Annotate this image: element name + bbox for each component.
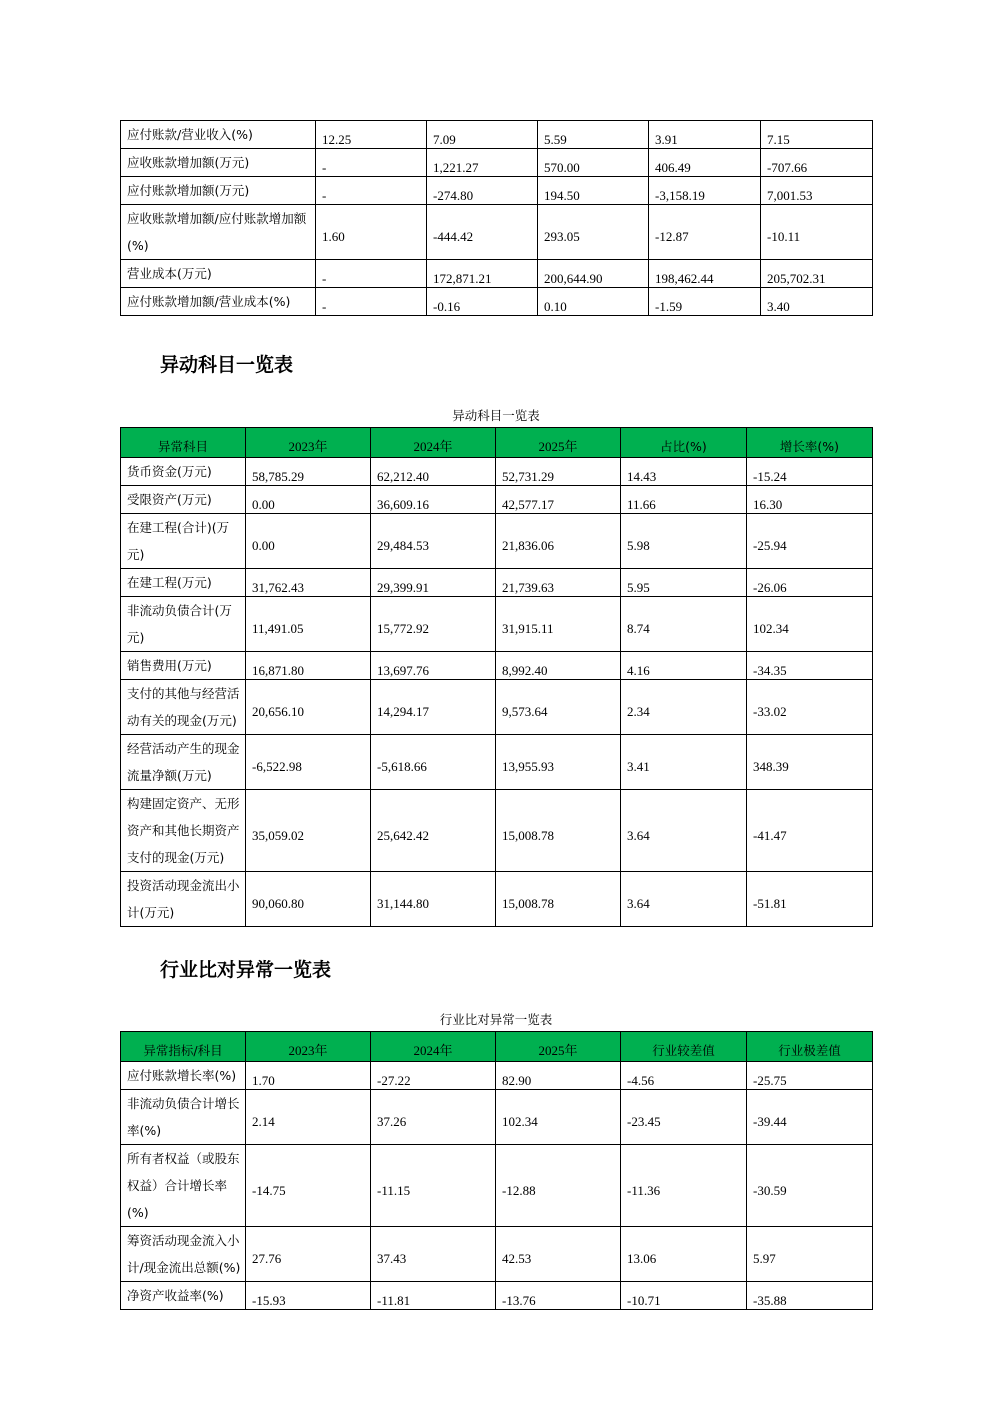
table-cell bbox=[621, 514, 747, 569]
table-cell bbox=[246, 514, 371, 569]
cell-value: -11.81 bbox=[377, 1292, 411, 1308]
table-row bbox=[121, 597, 873, 652]
row-label: 投资活动现金流出小计(万元) bbox=[121, 872, 246, 927]
table-cell bbox=[427, 205, 538, 260]
table-cell bbox=[496, 597, 621, 652]
col-header: 异常指标/科目 bbox=[121, 1032, 246, 1062]
cell-value: 16.30 bbox=[753, 496, 783, 512]
cell-value: -4.56 bbox=[627, 1072, 655, 1088]
cell-value: 200,644.90 bbox=[544, 270, 603, 286]
table-cell bbox=[427, 149, 538, 177]
table-cell bbox=[649, 149, 761, 177]
cell-value: 3.64 bbox=[627, 896, 650, 911]
cell-value: 4.16 bbox=[627, 662, 650, 678]
cell-value: 14,294.17 bbox=[377, 704, 429, 719]
cell-value: 1,221.27 bbox=[433, 159, 479, 175]
table-cell bbox=[371, 1090, 496, 1145]
table-cell bbox=[371, 735, 496, 790]
table-cell bbox=[538, 260, 649, 288]
cell-value: 13,697.76 bbox=[377, 662, 429, 678]
table-cell bbox=[371, 652, 496, 680]
cell-value: 15,772.92 bbox=[377, 621, 429, 636]
cell-value: -10.11 bbox=[767, 229, 801, 244]
cell-value: 5.59 bbox=[544, 131, 567, 147]
cell-value: 31,144.80 bbox=[377, 896, 429, 911]
table-row bbox=[121, 514, 873, 569]
table-cell bbox=[621, 735, 747, 790]
cell-value: 205,702.31 bbox=[767, 270, 826, 286]
col-header: 异常科目 bbox=[121, 428, 246, 458]
cell-value: -13.76 bbox=[502, 1292, 536, 1308]
col-header: 2024年 bbox=[371, 1032, 496, 1062]
cell-value: 194.50 bbox=[544, 187, 580, 203]
table-row bbox=[121, 205, 873, 260]
cell-value: - bbox=[322, 270, 327, 286]
table-cell bbox=[371, 1145, 496, 1227]
cell-value: 13,955.93 bbox=[502, 759, 554, 774]
col-header: 2025年 bbox=[496, 1032, 621, 1062]
ratio-table bbox=[120, 120, 873, 316]
cell-value: 37.43 bbox=[377, 1251, 407, 1266]
cell-value: 90,060.80 bbox=[252, 896, 304, 911]
table-cell bbox=[747, 514, 873, 569]
table-cell bbox=[371, 680, 496, 735]
table-cell bbox=[747, 1062, 873, 1090]
cell-value: 0.00 bbox=[252, 496, 275, 512]
cell-value: 8,992.40 bbox=[502, 662, 548, 678]
cell-value: -27.22 bbox=[377, 1072, 411, 1088]
table-row bbox=[121, 260, 873, 288]
table-cell bbox=[649, 205, 761, 260]
cell-value: 36,609.16 bbox=[377, 496, 429, 512]
table-cell bbox=[621, 458, 747, 486]
ratio-table-body bbox=[121, 121, 873, 316]
section-title-abnormal-items: 异动科目一览表 bbox=[160, 354, 294, 376]
table-cell bbox=[371, 569, 496, 597]
cell-value: 27.76 bbox=[252, 1251, 282, 1266]
row-label: 非流动负债合计增长率(%) bbox=[121, 1090, 246, 1145]
cell-value: 198,462.44 bbox=[655, 270, 714, 286]
table-row bbox=[121, 1145, 873, 1227]
table-cell bbox=[621, 680, 747, 735]
industry-comparison-table-body bbox=[121, 1062, 873, 1310]
table-row bbox=[121, 790, 873, 872]
table-cell bbox=[621, 652, 747, 680]
table-row bbox=[121, 1227, 873, 1282]
table-row bbox=[121, 680, 873, 735]
table-cell bbox=[621, 872, 747, 927]
cell-value: 16,871.80 bbox=[252, 662, 304, 678]
row-label: 应付账款/营业收入(%) bbox=[121, 121, 316, 149]
table-cell bbox=[246, 1282, 371, 1310]
industry-comparison-table bbox=[120, 1031, 873, 1310]
cell-value: -6,522.98 bbox=[252, 759, 302, 774]
row-label: 所有者权益（或股东权益）合计增长率(%) bbox=[121, 1145, 246, 1227]
table-caption-industry-comparison: 行业比对异常一览表 bbox=[439, 1012, 553, 1027]
table-cell bbox=[538, 205, 649, 260]
table-cell bbox=[747, 1090, 873, 1145]
table-cell bbox=[371, 1282, 496, 1310]
table-cell bbox=[621, 790, 747, 872]
table-row bbox=[121, 652, 873, 680]
table-row bbox=[121, 735, 873, 790]
table-cell bbox=[316, 177, 427, 205]
cell-value: 406.49 bbox=[655, 159, 691, 175]
table-cell bbox=[761, 205, 873, 260]
table-cell bbox=[496, 514, 621, 569]
table-cell bbox=[246, 680, 371, 735]
cell-value: 52,731.29 bbox=[502, 468, 554, 484]
table-cell bbox=[246, 790, 371, 872]
cell-value: 25,642.42 bbox=[377, 827, 429, 843]
table-cell bbox=[496, 569, 621, 597]
cell-value: -14.75 bbox=[252, 1182, 286, 1198]
table-cell bbox=[496, 735, 621, 790]
table-cell bbox=[621, 486, 747, 514]
table-cell bbox=[316, 205, 427, 260]
table-cell bbox=[246, 1090, 371, 1145]
table-cell bbox=[496, 458, 621, 486]
cell-value: 7.15 bbox=[767, 131, 790, 147]
cell-value: -3,158.19 bbox=[655, 187, 705, 203]
cell-value: 102.34 bbox=[753, 621, 789, 636]
cell-value: -12.87 bbox=[655, 229, 689, 244]
table-row bbox=[121, 1090, 873, 1145]
cell-value: 29,399.91 bbox=[377, 579, 429, 595]
table-cell bbox=[761, 288, 873, 316]
cell-value: -10.71 bbox=[627, 1292, 661, 1308]
cell-value: 11.66 bbox=[627, 496, 656, 512]
table-cell bbox=[649, 260, 761, 288]
cell-value: 62,212.40 bbox=[377, 468, 429, 484]
table-cell bbox=[747, 1227, 873, 1282]
table-cell bbox=[246, 597, 371, 652]
col-header: 行业较差值 bbox=[621, 1032, 747, 1062]
row-label: 应付账款增长率(%) bbox=[121, 1062, 246, 1090]
table-cell bbox=[496, 486, 621, 514]
table-cell bbox=[246, 735, 371, 790]
table-cell bbox=[246, 652, 371, 680]
cell-value: 2.34 bbox=[627, 704, 650, 719]
table-cell bbox=[496, 1227, 621, 1282]
table-row bbox=[121, 149, 873, 177]
table-row bbox=[121, 288, 873, 316]
cell-value: 172,871.21 bbox=[433, 270, 492, 286]
row-label: 净资产收益率(%) bbox=[121, 1282, 246, 1310]
cell-value: 21,836.06 bbox=[502, 538, 554, 553]
col-header: 增长率(%) bbox=[747, 428, 873, 458]
col-header: 2024年 bbox=[371, 428, 496, 458]
row-label: 构建固定资产、无形资产和其他长期资产支付的现金(万元) bbox=[121, 790, 246, 872]
cell-value: 20,656.10 bbox=[252, 704, 304, 719]
cell-value: 82.90 bbox=[502, 1072, 532, 1088]
abnormal-items-table-header bbox=[121, 428, 873, 458]
table-cell bbox=[747, 1145, 873, 1227]
row-label: 在建工程(合计)(万元) bbox=[121, 514, 246, 569]
table-cell bbox=[649, 121, 761, 149]
cell-value: -11.15 bbox=[377, 1182, 411, 1198]
table-cell bbox=[316, 288, 427, 316]
table-cell bbox=[649, 288, 761, 316]
cell-value: 2.14 bbox=[252, 1114, 275, 1129]
col-header: 2025年 bbox=[496, 428, 621, 458]
cell-value: -26.06 bbox=[753, 579, 787, 595]
cell-value: -274.80 bbox=[433, 187, 474, 203]
cell-value: 5.97 bbox=[753, 1251, 776, 1266]
table-cell bbox=[747, 652, 873, 680]
table-row bbox=[121, 569, 873, 597]
cell-value: 42.53 bbox=[502, 1251, 532, 1266]
cell-value: 0.00 bbox=[252, 538, 275, 553]
cell-value: 3.64 bbox=[627, 827, 650, 843]
cell-value: 21,739.63 bbox=[502, 579, 554, 595]
abnormal-items-table-body bbox=[121, 458, 873, 927]
cell-value: 0.10 bbox=[544, 298, 567, 314]
cell-value: 15,008.78 bbox=[502, 896, 554, 911]
cell-value: 570.00 bbox=[544, 159, 580, 175]
row-label: 营业成本(万元) bbox=[121, 260, 316, 288]
cell-value: 1.70 bbox=[252, 1072, 275, 1088]
table-cell bbox=[747, 735, 873, 790]
table-row bbox=[121, 177, 873, 205]
cell-value: 12.25 bbox=[322, 131, 352, 147]
cell-value: -1.59 bbox=[655, 298, 683, 314]
table-cell bbox=[761, 177, 873, 205]
cell-value: 5.98 bbox=[627, 538, 650, 553]
row-label: 在建工程(万元) bbox=[121, 569, 246, 597]
table-cell bbox=[649, 177, 761, 205]
cell-value: -51.81 bbox=[753, 896, 787, 911]
table-cell bbox=[246, 1062, 371, 1090]
cell-value: -23.45 bbox=[627, 1114, 661, 1129]
table-cell bbox=[371, 514, 496, 569]
table-row bbox=[121, 872, 873, 927]
table-cell bbox=[316, 260, 427, 288]
cell-value: 13.06 bbox=[627, 1251, 657, 1266]
row-label: 经营活动产生的现金流量净额(万元) bbox=[121, 735, 246, 790]
table-cell bbox=[496, 1090, 621, 1145]
table-cell bbox=[747, 486, 873, 514]
table-cell bbox=[371, 597, 496, 652]
cell-value: -25.75 bbox=[753, 1072, 787, 1088]
cell-value: - bbox=[322, 159, 327, 175]
table-cell bbox=[371, 1227, 496, 1282]
cell-value: - bbox=[322, 187, 327, 203]
row-label: 非流动负债合计(万元) bbox=[121, 597, 246, 652]
abnormal-items-table bbox=[120, 427, 873, 927]
table-cell bbox=[621, 597, 747, 652]
table-cell bbox=[371, 486, 496, 514]
table-cell bbox=[427, 121, 538, 149]
cell-value: -34.35 bbox=[753, 662, 787, 678]
cell-value: 14.43 bbox=[627, 468, 657, 484]
table-cell bbox=[496, 1062, 621, 1090]
table-cell bbox=[538, 288, 649, 316]
table-cell bbox=[246, 1227, 371, 1282]
cell-value: 3.41 bbox=[627, 759, 650, 774]
table-cell bbox=[371, 790, 496, 872]
table-row bbox=[121, 458, 873, 486]
cell-value: - bbox=[322, 298, 327, 314]
table-cell bbox=[761, 121, 873, 149]
table-cell bbox=[538, 177, 649, 205]
table-cell bbox=[747, 458, 873, 486]
table-cell bbox=[427, 288, 538, 316]
cell-value: 37.26 bbox=[377, 1114, 407, 1129]
table-cell bbox=[496, 1282, 621, 1310]
col-header: 占比(%) bbox=[621, 428, 747, 458]
col-header: 2023年 bbox=[246, 428, 371, 458]
table-cell bbox=[496, 872, 621, 927]
cell-value: -707.66 bbox=[767, 159, 808, 175]
cell-value: 29,484.53 bbox=[377, 538, 429, 553]
cell-value: -33.02 bbox=[753, 704, 787, 719]
table-cell bbox=[621, 569, 747, 597]
table-cell bbox=[496, 652, 621, 680]
table-cell bbox=[761, 260, 873, 288]
section-title-industry-comparison: 行业比对异常一览表 bbox=[160, 959, 332, 981]
cell-value: 3.40 bbox=[767, 298, 790, 314]
table-cell bbox=[371, 872, 496, 927]
cell-value: 5.95 bbox=[627, 579, 650, 595]
col-header: 行业极差值 bbox=[747, 1032, 873, 1062]
table-cell bbox=[747, 1282, 873, 1310]
table-cell bbox=[747, 680, 873, 735]
cell-value: 3.91 bbox=[655, 131, 678, 147]
cell-value: 11,491.05 bbox=[252, 621, 304, 636]
cell-value: 58,785.29 bbox=[252, 468, 304, 484]
cell-value: 102.34 bbox=[502, 1114, 538, 1129]
cell-value: -35.88 bbox=[753, 1292, 787, 1308]
table-cell bbox=[496, 790, 621, 872]
cell-value: 15,008.78 bbox=[502, 827, 554, 843]
table-row bbox=[121, 1282, 873, 1310]
table-cell bbox=[246, 486, 371, 514]
row-label: 货币资金(万元) bbox=[121, 458, 246, 486]
table-cell bbox=[621, 1227, 747, 1282]
row-label: 应收账款增加额(万元) bbox=[121, 149, 316, 177]
table-row bbox=[121, 1062, 873, 1090]
table-cell bbox=[246, 1145, 371, 1227]
row-label: 筹资活动现金流入小计/现金流出总额(%) bbox=[121, 1227, 246, 1282]
cell-value: 42,577.17 bbox=[502, 496, 554, 512]
cell-value: 1.60 bbox=[322, 229, 345, 244]
row-label: 受限资产(万元) bbox=[121, 486, 246, 514]
table-cell bbox=[246, 458, 371, 486]
table-cell bbox=[621, 1145, 747, 1227]
row-label: 应收账款增加额/应付账款增加额(%) bbox=[121, 205, 316, 260]
table-cell bbox=[621, 1062, 747, 1090]
cell-value: -444.42 bbox=[433, 229, 474, 244]
cell-value: -15.93 bbox=[252, 1292, 286, 1308]
cell-value: -0.16 bbox=[433, 298, 461, 314]
cell-value: -41.47 bbox=[753, 827, 787, 843]
table-cell bbox=[427, 177, 538, 205]
row-label: 支付的其他与经营活动有关的现金(万元) bbox=[121, 680, 246, 735]
table-cell bbox=[747, 872, 873, 927]
cell-value: -15.24 bbox=[753, 468, 787, 484]
table-cell bbox=[427, 260, 538, 288]
table-cell bbox=[371, 1062, 496, 1090]
row-label: 应付账款增加额/营业成本(%) bbox=[121, 288, 316, 316]
table-cell bbox=[747, 597, 873, 652]
table-row bbox=[121, 486, 873, 514]
table-cell bbox=[246, 569, 371, 597]
cell-value: 7.09 bbox=[433, 131, 456, 147]
cell-value: -30.59 bbox=[753, 1182, 787, 1198]
cell-value: 9,573.64 bbox=[502, 704, 548, 719]
table-caption-abnormal-items: 异动科目一览表 bbox=[452, 408, 540, 423]
table-cell bbox=[246, 872, 371, 927]
table-cell bbox=[621, 1090, 747, 1145]
cell-value: 348.39 bbox=[753, 759, 789, 774]
table-row bbox=[121, 121, 873, 149]
table-cell bbox=[747, 790, 873, 872]
table-cell bbox=[496, 680, 621, 735]
cell-value: 8.74 bbox=[627, 621, 650, 636]
table-cell bbox=[761, 149, 873, 177]
table-cell bbox=[747, 569, 873, 597]
table-cell bbox=[316, 149, 427, 177]
cell-value: 7,001.53 bbox=[767, 187, 813, 203]
cell-value: 293.05 bbox=[544, 229, 580, 244]
row-label: 应付账款增加额(万元) bbox=[121, 177, 316, 205]
cell-value: 31,762.43 bbox=[252, 579, 304, 595]
table-cell bbox=[316, 121, 427, 149]
table-cell bbox=[538, 149, 649, 177]
table-cell bbox=[496, 1145, 621, 1227]
cell-value: -25.94 bbox=[753, 538, 787, 553]
table-cell bbox=[371, 458, 496, 486]
industry-comparison-table-header bbox=[121, 1032, 873, 1062]
cell-value: -39.44 bbox=[753, 1114, 787, 1129]
table-cell bbox=[621, 1282, 747, 1310]
cell-value: -11.36 bbox=[627, 1182, 661, 1198]
col-header: 2023年 bbox=[246, 1032, 371, 1062]
cell-value: 35,059.02 bbox=[252, 827, 304, 843]
cell-value: -12.88 bbox=[502, 1182, 536, 1198]
row-label: 销售费用(万元) bbox=[121, 652, 246, 680]
table-cell bbox=[538, 121, 649, 149]
cell-value: -5,618.66 bbox=[377, 759, 427, 774]
cell-value: 31,915.11 bbox=[502, 621, 554, 636]
